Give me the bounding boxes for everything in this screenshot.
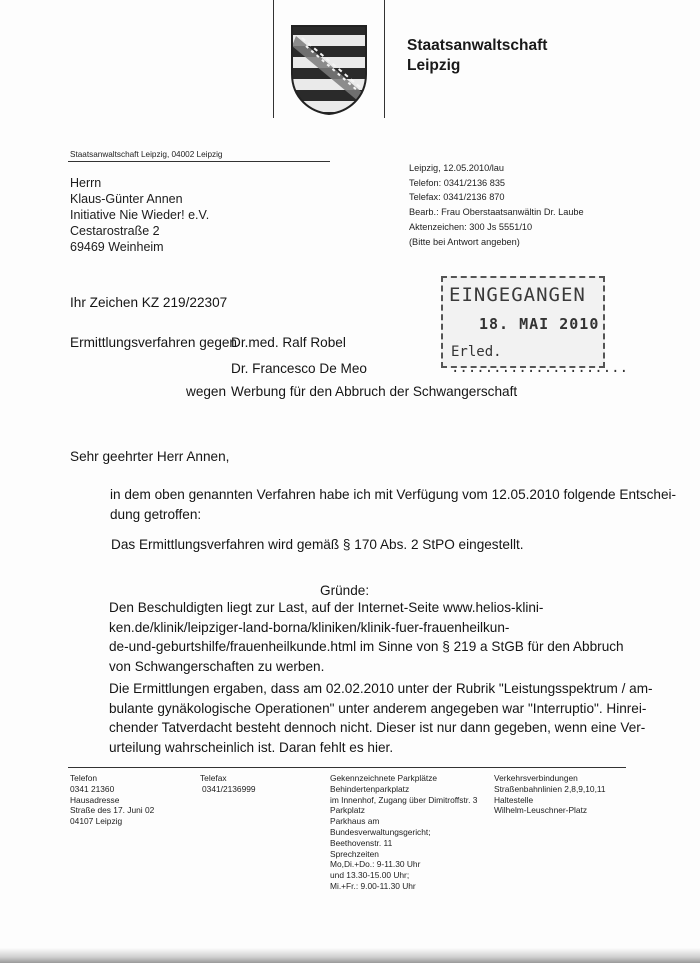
- subject-wegen-text: Werbung für den Abbruch der Schwangerschaft: [231, 384, 518, 399]
- footer-line: Haltestelle: [494, 794, 534, 805]
- footer-col-fax: [200, 773, 256, 795]
- authority-line-2: Leipzig: [407, 57, 461, 74]
- decision-text: Das Ermittlungsverfahren wird gemäß § 170 Abs. 2 StPO eingestellt.: [111, 537, 524, 552]
- stamp-erled: Erled. .....................: [451, 344, 629, 376]
- footer-line: Verkehrsverbindungen: [494, 773, 578, 783]
- subject-person-1: Dr.med. Ralf Robel: [231, 335, 346, 350]
- scan-edge-shadow: [0, 948, 700, 963]
- footer-line: Behindertenparkplatz: [330, 783, 410, 794]
- footer-line: Bundesverwaltungsgericht;: [330, 826, 431, 837]
- footer-col-phone: [70, 773, 154, 827]
- recipient-address: [70, 175, 209, 255]
- subject-person-2: Dr. Francesco De Meo: [231, 361, 367, 376]
- footer-rule: [68, 767, 626, 768]
- reasons-paragraph-2: [109, 679, 653, 757]
- authority-line-1: Staatsanwaltschaft: [407, 37, 548, 54]
- footer-col-transit: [494, 773, 606, 816]
- footer-line: Sprechzeiten: [330, 848, 379, 859]
- reference-line: Ihr Zeichen KZ 219/22307: [70, 295, 228, 310]
- coat-of-arms-icon: [290, 24, 368, 116]
- info-block: [409, 161, 584, 249]
- header-rule-right: [384, 0, 385, 118]
- sender-underline: [68, 161, 330, 162]
- paragraph-line: in dem oben genannten Verfahren habe ich mit Verfügung vom 12.05.2010 folgende Entschei-: [110, 487, 677, 502]
- recipient-line: 69469 Weinheim: [70, 240, 164, 254]
- footer-line: 0341 21360: [70, 783, 115, 794]
- footer-line: 0341/2136999: [202, 783, 256, 794]
- salutation: Sehr geehrter Herr Annen,: [70, 449, 230, 464]
- paragraph-decision-intro: [110, 485, 676, 524]
- footer-line: Wilhelm-Leuschner-Platz: [494, 805, 588, 816]
- info-date: Leipzig, 12.05.2010/lau: [409, 163, 505, 173]
- reasons-heading: Gründe:: [320, 583, 370, 598]
- footer-line: Mo,Di.+Do.: 9-11.30 Uhr: [330, 859, 421, 870]
- reasons-paragraph-1: [109, 598, 624, 676]
- paragraph-line: dung getroffen:: [110, 506, 202, 522]
- footer-line: Gekennzeichnete Parkplätze: [330, 773, 438, 783]
- footer-line: Beethovenstr. 11: [330, 837, 393, 848]
- recipient-line: Cestarostraße 2: [70, 224, 160, 238]
- footer-line: Straßenbahnlinien 2,8,9,10,11: [494, 783, 606, 794]
- paragraph-line: ken.de/klinik/leipziger-land-borna/kliniken/klinik-fuer-frauenheilkun-: [109, 619, 510, 635]
- paragraph-line: chender Tatverdacht besteht dennoch nicht. Dieser ist nur dann gegeben, wenn eine Ver-: [109, 720, 646, 735]
- header-rule-left: [273, 0, 274, 118]
- footer-line: Hausadresse: [70, 794, 120, 805]
- recipient-line: Herrn: [70, 176, 102, 190]
- info-file-number: Aktenzeichen: 300 Js 5551/10: [409, 221, 533, 232]
- footer-line: Telefax: [200, 773, 227, 783]
- footer-line: Telefon: [70, 773, 98, 783]
- paragraph-line: Die Ermittlungen ergaben, dass am 02.02.2010 unter der Rubrik "Leistungsspektrum / am-: [109, 681, 653, 696]
- footer-line: und 13.30-15.00 Uhr;: [330, 870, 410, 881]
- info-phone: Telefon: 0341/2136 835: [409, 177, 506, 188]
- footer-line: Parkplatz: [330, 805, 365, 816]
- sender-line: Staatsanwaltschaft Leipzig, 04002 Leipzig: [70, 150, 223, 159]
- authority-name: [407, 36, 547, 76]
- footer-line: Straße des 17. Juni 02: [70, 805, 155, 816]
- recipient-line: Klaus-Günter Annen: [70, 192, 183, 206]
- stamp-title: EINGEGANGEN: [449, 284, 586, 306]
- info-clerk: Bearb.: Frau Oberstaatsanwältin Dr. Laube: [409, 207, 584, 218]
- paragraph-line: bulante gynäkologische Operationen" unter anderem angegeben war "Interruptio". Hinrei-: [109, 700, 647, 716]
- footer-line: Mi.+Fr.: 9.00-11.30 Uhr: [330, 880, 416, 891]
- recipient-line: Initiative Nie Wieder! e.V.: [70, 208, 210, 222]
- received-stamp: [441, 276, 629, 376]
- info-fax: Telefax: 0341/2136 870: [409, 192, 505, 203]
- stamp-date: 18. MAI 2010: [479, 315, 600, 333]
- info-note: (Bitte bei Antwort angeben): [409, 236, 520, 247]
- subject-wegen-label: wegen: [186, 384, 227, 399]
- footer-line: 04107 Leipzig: [70, 816, 123, 827]
- paragraph-line: de-und-geburtshilfe/frauenheilkunde.html im Sinne von § 219 a StGB für den Abbruch: [109, 639, 624, 654]
- paragraph-line: Den Beschuldigten liegt zur Last, auf der Internet-Seite www.helios-klini-: [109, 600, 544, 615]
- footer-col-parking: [330, 773, 477, 892]
- footer-line: im Innenhof, Zugang über Dimitroffstr. 3: [330, 794, 478, 805]
- paragraph-line: von Schwangerschaften zu werben.: [109, 658, 325, 674]
- footer-line: Parkhaus am: [330, 816, 380, 827]
- subject-label: Ermittlungsverfahren gegen: [70, 335, 237, 350]
- paragraph-line: urteilung wahrscheinlich ist. Daran fehlt es hier.: [109, 739, 394, 755]
